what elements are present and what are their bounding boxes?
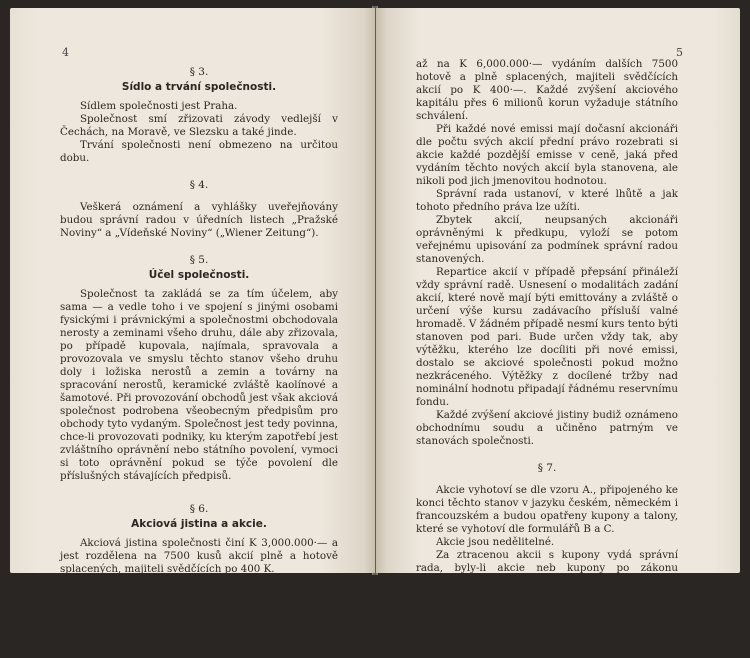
paragraph: Každé zvýšení akciové jistiny budiž oznámeno obchodnímu soudu a učiněno patrným ve stanovách společnosti. <box>416 409 678 447</box>
section-heading: Účel společnosti. <box>148 269 250 281</box>
paragraph: Společnost smí zřizovati závody vedlejší v Čechách, na Moravě, ve Slezsku a také jinde. <box>60 113 338 138</box>
paragraph: Při každé nové emissi mají dočasní akcionáři dle počtu svých akcií přední právo rozebrati si akcie každé pozdější emisse v ceně, jaká před vydáním těchto nových akcií byla stanovena, ale nikoli pod jich jmenovitou hodnotou. <box>416 123 678 187</box>
section-heading: Akciová jistina a akcie. <box>131 518 267 530</box>
section-heading: Sídlo a trvání společnosti. <box>121 81 277 93</box>
paragraph: Za ztracenou akcii s kupony vydá správní rada, byly-li akcie neb kupony po zákonu umořeny, na útraty žadatelovy duplikát. <box>416 549 678 587</box>
section-number: § 8. <box>537 597 557 609</box>
page-number: 5 <box>676 46 683 59</box>
right-page <box>376 8 740 657</box>
paragraph: Repartice akcií v případě přepsání přináleží vždy správní radě. Usnesení o modalitách zadání akcií, které nově mají býti emittovány a zvláště o určení výše kursu zadávacího přísluší valné hromadě. V žádném případě nesmí kurs tento býti stanoven pod pari. Bude určen vždy tak, aby výtěžku, kterého lze docíliti při nové emissi, dostalo se akciové společnosti pokud možno nezkráceného. Výtěžky z docílené tržby nad nominální hodnotu připadají řádnému reservnímu fondu. <box>416 266 679 408</box>
section-number: § 3. <box>189 66 209 78</box>
paragraph: Správní rada ustanoví, v které lhůtě a jak tohoto předního práva lze užíti. <box>416 188 678 213</box>
paragraph: Akcie jsou nedělitelné. <box>436 536 555 548</box>
section-number: § 5. <box>189 254 209 266</box>
left-page <box>10 8 375 614</box>
paragraph: Zbytek akcií, neupsaných akcionáři oprávněnými k předkupu, vyloží se potom veřejnému upisování za podmínek správní radou stanovených. <box>416 214 678 265</box>
paragraph: Akciová jistina společnosti činí K 3,000.000·— a jest rozdělena na 7500 kusů akcií plně a hotově splacených, majiteli svědčících po 400 K. <box>60 537 338 575</box>
section-number: § 6. <box>189 503 209 515</box>
page-number: 4 <box>62 46 69 59</box>
paragraph: Jistina tato může beze státního schválení býti zvýšena usnesením valné hromady postupně neb najednou <box>60 576 338 614</box>
paragraph: až na K 6,000.000·— vydáním dalších 7500 hotově a plně splacených, majiteli svědčících akcií po K 400·—. Každé zvýšení akciového kapitálu přes 6 milionů korun vyžaduje státního schválení. <box>416 58 678 122</box>
section-number: § 4. <box>189 179 209 191</box>
text-column <box>416 58 678 658</box>
section-number: § 7. <box>537 462 557 474</box>
text-column <box>60 66 338 615</box>
paragraph: Sídlem společnosti jest Praha. <box>80 100 238 112</box>
paragraph: Veškerá oznámení a vyhlášky uveřejňovány budou správní radou v úředních listech „Pražské Noviny“ a „Vídeňské Noviny“ („Wiener Zeitung“). <box>60 201 338 239</box>
paragraph: Akcie vyhotoví se dle vzoru A., připojeného ke konci těchto stanov v jazyku českém, německém i francouzském a budou opatřeny kupony a talony, které se vyhotoví dle formulářů B a C. <box>416 484 678 535</box>
paragraph: Trvání společnosti není obmezeno na určitou dobu. <box>60 139 338 164</box>
paragraph: Společnost ta zakládá se za tím účelem, aby sama — a vedle toho i ve spojení s jinými osobami fysickými i právnickými a společnostmi obchodovala nerosty a zeminami všeho druhu, dále aby zřizovala, po případě kupovala, najímala, spravovala a provozovala ve smyslu těchto stanov všeho druhu doly i ložiska nerostů a zemin a továrny na spracování nerostů, keramické zvláště kaolínové a šamotové. Při provozování obchodů jest však akciová společnost podrobena všeobecným předpisům pro obchody tyto vydaným. Společnost jest tedy povinna, chce-li provozovati podniky, ku kterým zapotřebí jest zvláštního oprávnění nebo státního povolení, vymoci si toto oprávnění pokud se týče povolení dle příslušných stávajících předpisů. <box>60 288 338 482</box>
paragraph: Každý akcionář má v poměru, jaký jest počet akcií, podíl na zisku a ztrátě a právo na podíl jmění společenského. <box>416 619 678 657</box>
